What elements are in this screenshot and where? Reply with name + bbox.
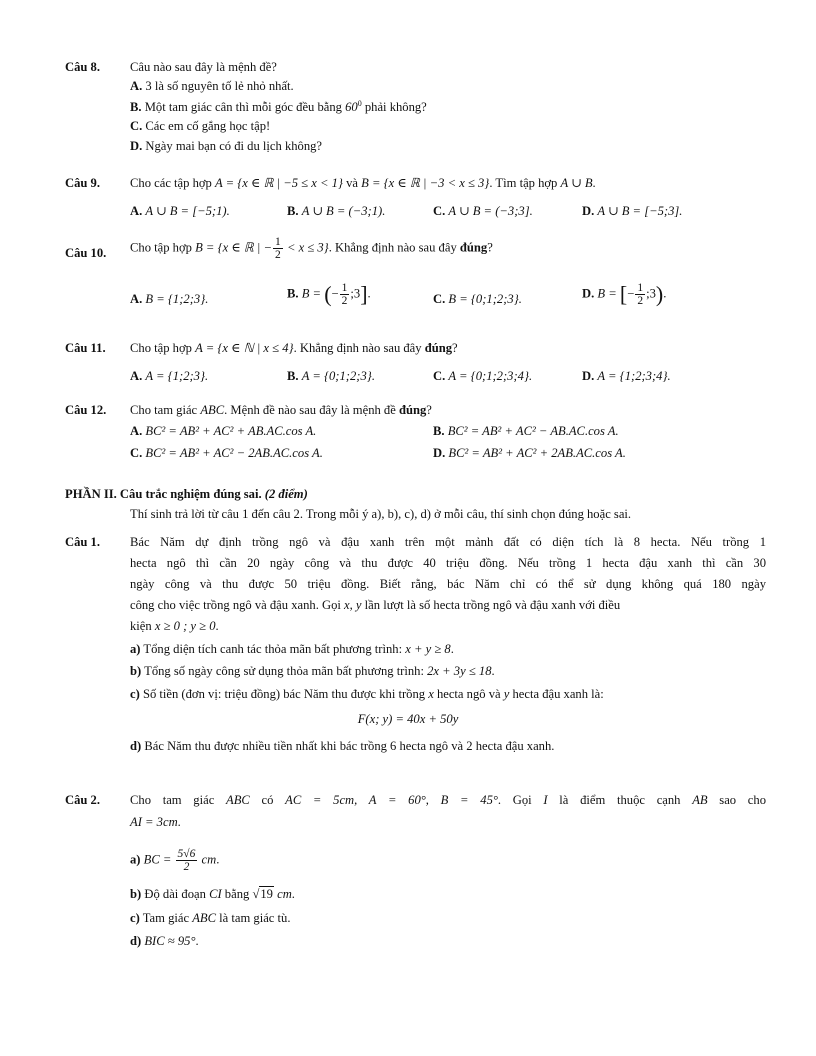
stem-text: . Khẳng định nào sau đây — [328, 240, 460, 255]
question-12-label: Câu 12. — [65, 403, 107, 417]
option-math: A = {0;1;2;3;4}. — [448, 369, 533, 383]
fraction — [273, 236, 283, 261]
given-ai: AI = 3cm — [130, 815, 178, 829]
question-10-stem — [130, 236, 493, 261]
option-text-end: phải không? — [361, 100, 427, 115]
option-text: Ngày mai bạn có đi du lịch không? — [145, 139, 323, 153]
question-9-option-a — [130, 204, 230, 219]
paragraph-line: hecta ngô thì cần 20 ngày công và thu được 40 triệu đồng. Nếu trồng 1 hecta đậu xanh thì cần 30 — [130, 556, 766, 570]
fraction-denominator: 2 — [341, 295, 348, 308]
option-label: C. — [433, 204, 446, 218]
statement-math: x + y ≥ 8 — [405, 642, 451, 656]
stem-bold: đúng — [424, 341, 453, 355]
option-math: A = {0;1;2;3}. — [301, 369, 375, 383]
stem-text: ? — [487, 240, 493, 255]
option-math: A ∪ B = (−3;3]. — [448, 204, 533, 218]
statement-end: . — [195, 934, 199, 948]
statement-label: a) — [130, 852, 141, 867]
statement-label: c) — [130, 687, 140, 701]
radicand: 19 — [260, 887, 273, 901]
option-label: B. — [287, 369, 299, 383]
option-label: A. — [130, 204, 143, 218]
stem-text: ? — [452, 341, 458, 355]
variables: x, y — [344, 598, 362, 612]
option-label: A. — [130, 424, 143, 438]
fraction — [635, 282, 645, 307]
section-title: PHẦN II. Câu trắc nghiệm đúng sai. — [65, 487, 262, 501]
statement-label: c) — [130, 911, 140, 925]
statement-d — [130, 739, 554, 754]
question-8-option-a — [130, 79, 294, 94]
option-math: A = {1;2;3;4}. — [597, 369, 671, 383]
question-12-stem — [130, 403, 432, 418]
interval-end: ;3 — [646, 286, 656, 301]
section-heading — [65, 487, 308, 502]
statement-label: a) — [130, 642, 141, 656]
option-math: BC² = AB² + AC² + 2AB.AC.cos A. — [448, 446, 626, 460]
fraction — [340, 282, 350, 307]
option-label: C. — [130, 119, 143, 133]
option-label: B. — [130, 100, 142, 115]
condition: x ≥ 0 ; y ≥ 0 — [154, 619, 216, 633]
statement-end: . — [450, 642, 454, 656]
part2-question-2-label: Câu 2. — [65, 793, 100, 807]
statement-b: b) Độ dài đoạn CI bằng √19 cm. — [130, 887, 295, 901]
option-math: B = {0;1;2;3}. — [448, 292, 522, 306]
option-math: A ∪ B = (−3;1). — [301, 204, 386, 218]
statement-c — [130, 687, 604, 702]
statement-math: 2x + 3y ≤ 18 — [427, 664, 492, 678]
statement-b — [130, 664, 495, 679]
fraction-numerator: 1 — [637, 282, 644, 294]
option-label: D. — [582, 369, 595, 383]
question-9-stem — [130, 176, 596, 191]
minus: − — [627, 286, 635, 301]
question-11-option-a — [130, 369, 208, 384]
statement-d — [130, 934, 199, 949]
option-math: BC² = AB² + AC² − AB.AC.cos A. — [447, 424, 619, 438]
statement-math: BC = — [143, 852, 175, 867]
statement-text: bằng — [221, 887, 253, 901]
question-12-option-a — [130, 424, 316, 439]
paragraph-text: là điểm thuộc cạnh — [547, 793, 693, 807]
triangle-name: ABC — [192, 911, 216, 925]
statement-text: hecta ngô và — [433, 687, 504, 701]
stem-text: Cho tam giác — [130, 403, 201, 417]
option-math: A = {1;2;3}. — [145, 369, 209, 383]
option-text: Các em cố gắng học tập! — [145, 119, 271, 133]
set-a: A = {x ∈ ℝ | −5 ≤ x < 1} — [215, 176, 343, 190]
var-y: y — [503, 687, 510, 701]
question-9-option-c — [433, 204, 533, 219]
option-math: BC² = AB² + AC² + AB.AC.cos A. — [145, 424, 317, 438]
paragraph-text: công cho việc trồng ngô và đậu xanh. Gọi — [130, 598, 345, 612]
question-12-option-d — [433, 446, 626, 461]
question-10-option-b — [287, 282, 371, 307]
paragraph-line: ngày công và thu được 50 triệu đồng. Biết rằng, bác Năm chỉ có thể sử dụng không quá 180 ngày — [130, 577, 766, 591]
statement-label: b) — [130, 664, 142, 678]
statement-end: . — [291, 887, 295, 901]
option-math: BC² = AB² + AC² − 2AB.AC.cos A. — [145, 446, 323, 460]
option-label: D. — [582, 204, 595, 218]
paragraph-text: kiện — [130, 619, 155, 633]
set-b-pre: B = {x ∈ ℝ | − — [195, 240, 273, 255]
bracket: ) — [655, 281, 664, 307]
option-label: C. — [130, 446, 143, 460]
option-label: A. — [130, 79, 143, 93]
statement-a — [130, 848, 219, 873]
paragraph-line — [130, 815, 181, 830]
paragraph-line — [130, 619, 219, 634]
var-x: x — [428, 687, 434, 701]
statement-text: Tam giác — [139, 911, 193, 925]
paragraph-text: có — [249, 793, 286, 807]
question-12-option-c — [130, 446, 323, 461]
question-8-label: Câu 8. — [65, 60, 100, 74]
stem-text: ? — [426, 403, 432, 417]
triangle-name: ABC — [226, 793, 250, 807]
statement-text: Số tiền (đơn vị: triệu đồng) bác Năm thu được khi trồng — [139, 687, 429, 701]
option-math: B = — [597, 286, 620, 301]
fraction-denominator: 2 — [637, 295, 644, 308]
end: . — [663, 286, 667, 301]
fraction — [176, 848, 198, 873]
question-11-option-c — [433, 369, 532, 384]
option-label: A. — [130, 369, 143, 383]
bracket: ( — [324, 281, 332, 307]
set-b: B = {x ∈ ℝ | −3 < x ≤ 3} — [361, 176, 490, 190]
minus: − — [331, 286, 339, 301]
stem-text: Cho tập hợp — [130, 240, 196, 255]
statement-label: d) — [130, 934, 142, 948]
statement-label: d) — [130, 739, 142, 753]
formula — [0, 712, 816, 727]
bracket: ] — [360, 281, 368, 307]
option-label: B. — [287, 286, 299, 301]
stem-text: . Khẳng định nào sau đây — [293, 341, 425, 355]
unit: cm — [198, 852, 217, 867]
question-11-stem — [130, 341, 458, 356]
paragraph-text: . — [177, 815, 181, 829]
question-8-option-d — [130, 139, 322, 154]
option-math: A ∪ B = [−5;3]. — [597, 204, 683, 218]
paragraph-text: lần lượt là số hecta trồng ngô và đậu xanh với điều — [361, 598, 621, 612]
option-math: A ∪ B = [−5;1). — [145, 204, 230, 218]
question-11-label: Câu 11. — [65, 341, 106, 355]
bracket: [ — [619, 281, 628, 307]
fraction-numerator: 1 — [275, 236, 281, 248]
question-8-stem: Câu nào sau đây là mệnh đề? — [130, 60, 277, 74]
section-points: (2 điểm) — [264, 487, 308, 501]
stem-bold: đúng — [459, 240, 488, 255]
stem-text: Cho tập hợp — [130, 341, 196, 355]
fraction-numerator: 1 — [341, 282, 348, 294]
union: A ∪ B — [560, 176, 593, 190]
stem-text: . Mệnh đề nào sau đây là mệnh đề — [224, 403, 399, 417]
segment-ci: CI — [209, 887, 222, 901]
fraction-denominator: 2 — [275, 249, 281, 262]
question-11-option-b — [287, 369, 375, 384]
question-8-option-c — [130, 119, 270, 134]
stem-text: và — [342, 176, 362, 190]
statement-text: là tam giác tù. — [216, 911, 291, 925]
stem-text: . Tìm tập hợp — [489, 176, 561, 190]
fraction-denominator: 2 — [183, 861, 190, 874]
question-9-option-d — [582, 204, 682, 219]
part2-question-1-label: Câu 1. — [65, 535, 100, 549]
option-label: B. — [287, 204, 299, 218]
option-label: C. — [433, 369, 446, 383]
option-label: D. — [433, 446, 446, 460]
formula-text: F(x; y) = 40x + 50y — [357, 712, 459, 726]
option-label: D. — [130, 139, 143, 153]
option-text: Một tam giác cân thì mỗi góc đều bằng — [144, 100, 346, 115]
stem-text: . — [592, 176, 596, 190]
statement-text: Tổng số ngày công sử dụng thỏa mãn bất phương trình: — [141, 664, 428, 678]
paragraph-text: . — [215, 619, 219, 633]
stem-text: Cho các tập hợp — [130, 176, 215, 190]
statement-text: Bác Năm thu được nhiều tiền nhất khi bác trồng 6 hecta ngô và 2 hecta đậu xanh. — [141, 739, 555, 753]
interval-end: ;3 — [350, 286, 361, 301]
paragraph-line — [130, 793, 766, 808]
statement-label: b) — [130, 887, 142, 901]
option-math: B = — [301, 286, 325, 301]
point-i: I — [543, 793, 548, 807]
question-9-label: Câu 9. — [65, 176, 100, 190]
set-a: A = {x ∈ ℕ | x ≤ 4} — [195, 341, 294, 355]
angle-value: 60 — [345, 100, 358, 115]
option-label: B. — [433, 424, 445, 438]
paragraph-text: . Gọi — [497, 793, 544, 807]
triangle-name: ABC — [200, 403, 225, 417]
question-12-option-b — [433, 424, 619, 439]
stem-bold: đúng — [398, 403, 427, 417]
option-text: 3 là số nguyên tố lẻ nhỏ nhất. — [145, 79, 294, 93]
paragraph-text: Cho tam giác — [130, 793, 226, 807]
option-math: B = {1;2;3}. — [145, 292, 209, 306]
statement-end: . — [216, 852, 220, 867]
end: . — [367, 286, 371, 301]
statement-a — [130, 642, 454, 657]
unit: cm — [273, 887, 292, 901]
paragraph-line: Bác Năm dự định trồng ngô và đậu xanh trên một mảnh đất có diện tích là 8 hecta. Nếu trồng 1 — [130, 535, 766, 549]
statement-text: Độ dài đoạn — [141, 887, 210, 901]
fraction-numerator: 5√6 — [177, 848, 196, 860]
section-instruction: Thí sinh trả lời từ câu 1 đến câu 2. Trong mỗi ý a), b), c), d) ở mỗi câu, thí sinh chọn đúng hoặc sai. — [130, 507, 632, 521]
paragraph-line — [130, 598, 620, 613]
question-8-option-b: B. Một tam giác cân thì mỗi góc đều bằng $60^0$ phải không? — [130, 99, 427, 115]
question-10-option-a — [130, 292, 208, 307]
set-b-post: < x ≤ 3} — [283, 240, 329, 255]
question-10-label: Câu 10. — [65, 246, 107, 260]
statement-text: Tổng diện tích canh tác thỏa mãn bất phương trình: — [140, 642, 406, 656]
option-label: C. — [433, 292, 446, 306]
statement-text: hecta đậu xanh là: — [509, 687, 604, 701]
option-label: A. — [130, 292, 143, 306]
statement-math: BIC ≈ 95° — [144, 934, 196, 948]
paragraph-text: sao cho — [707, 793, 766, 807]
option-label: D. — [582, 286, 595, 301]
question-10-option-c — [433, 292, 522, 307]
question-10-option-d — [582, 282, 666, 307]
statement-c — [130, 911, 291, 926]
statement-end: . — [491, 664, 495, 678]
question-9-option-b — [287, 204, 385, 219]
question-11-option-d — [582, 369, 671, 384]
given-values: AC = 5cm, A = 60°, B = 45° — [285, 793, 498, 807]
segment-ab: AB — [692, 793, 708, 807]
